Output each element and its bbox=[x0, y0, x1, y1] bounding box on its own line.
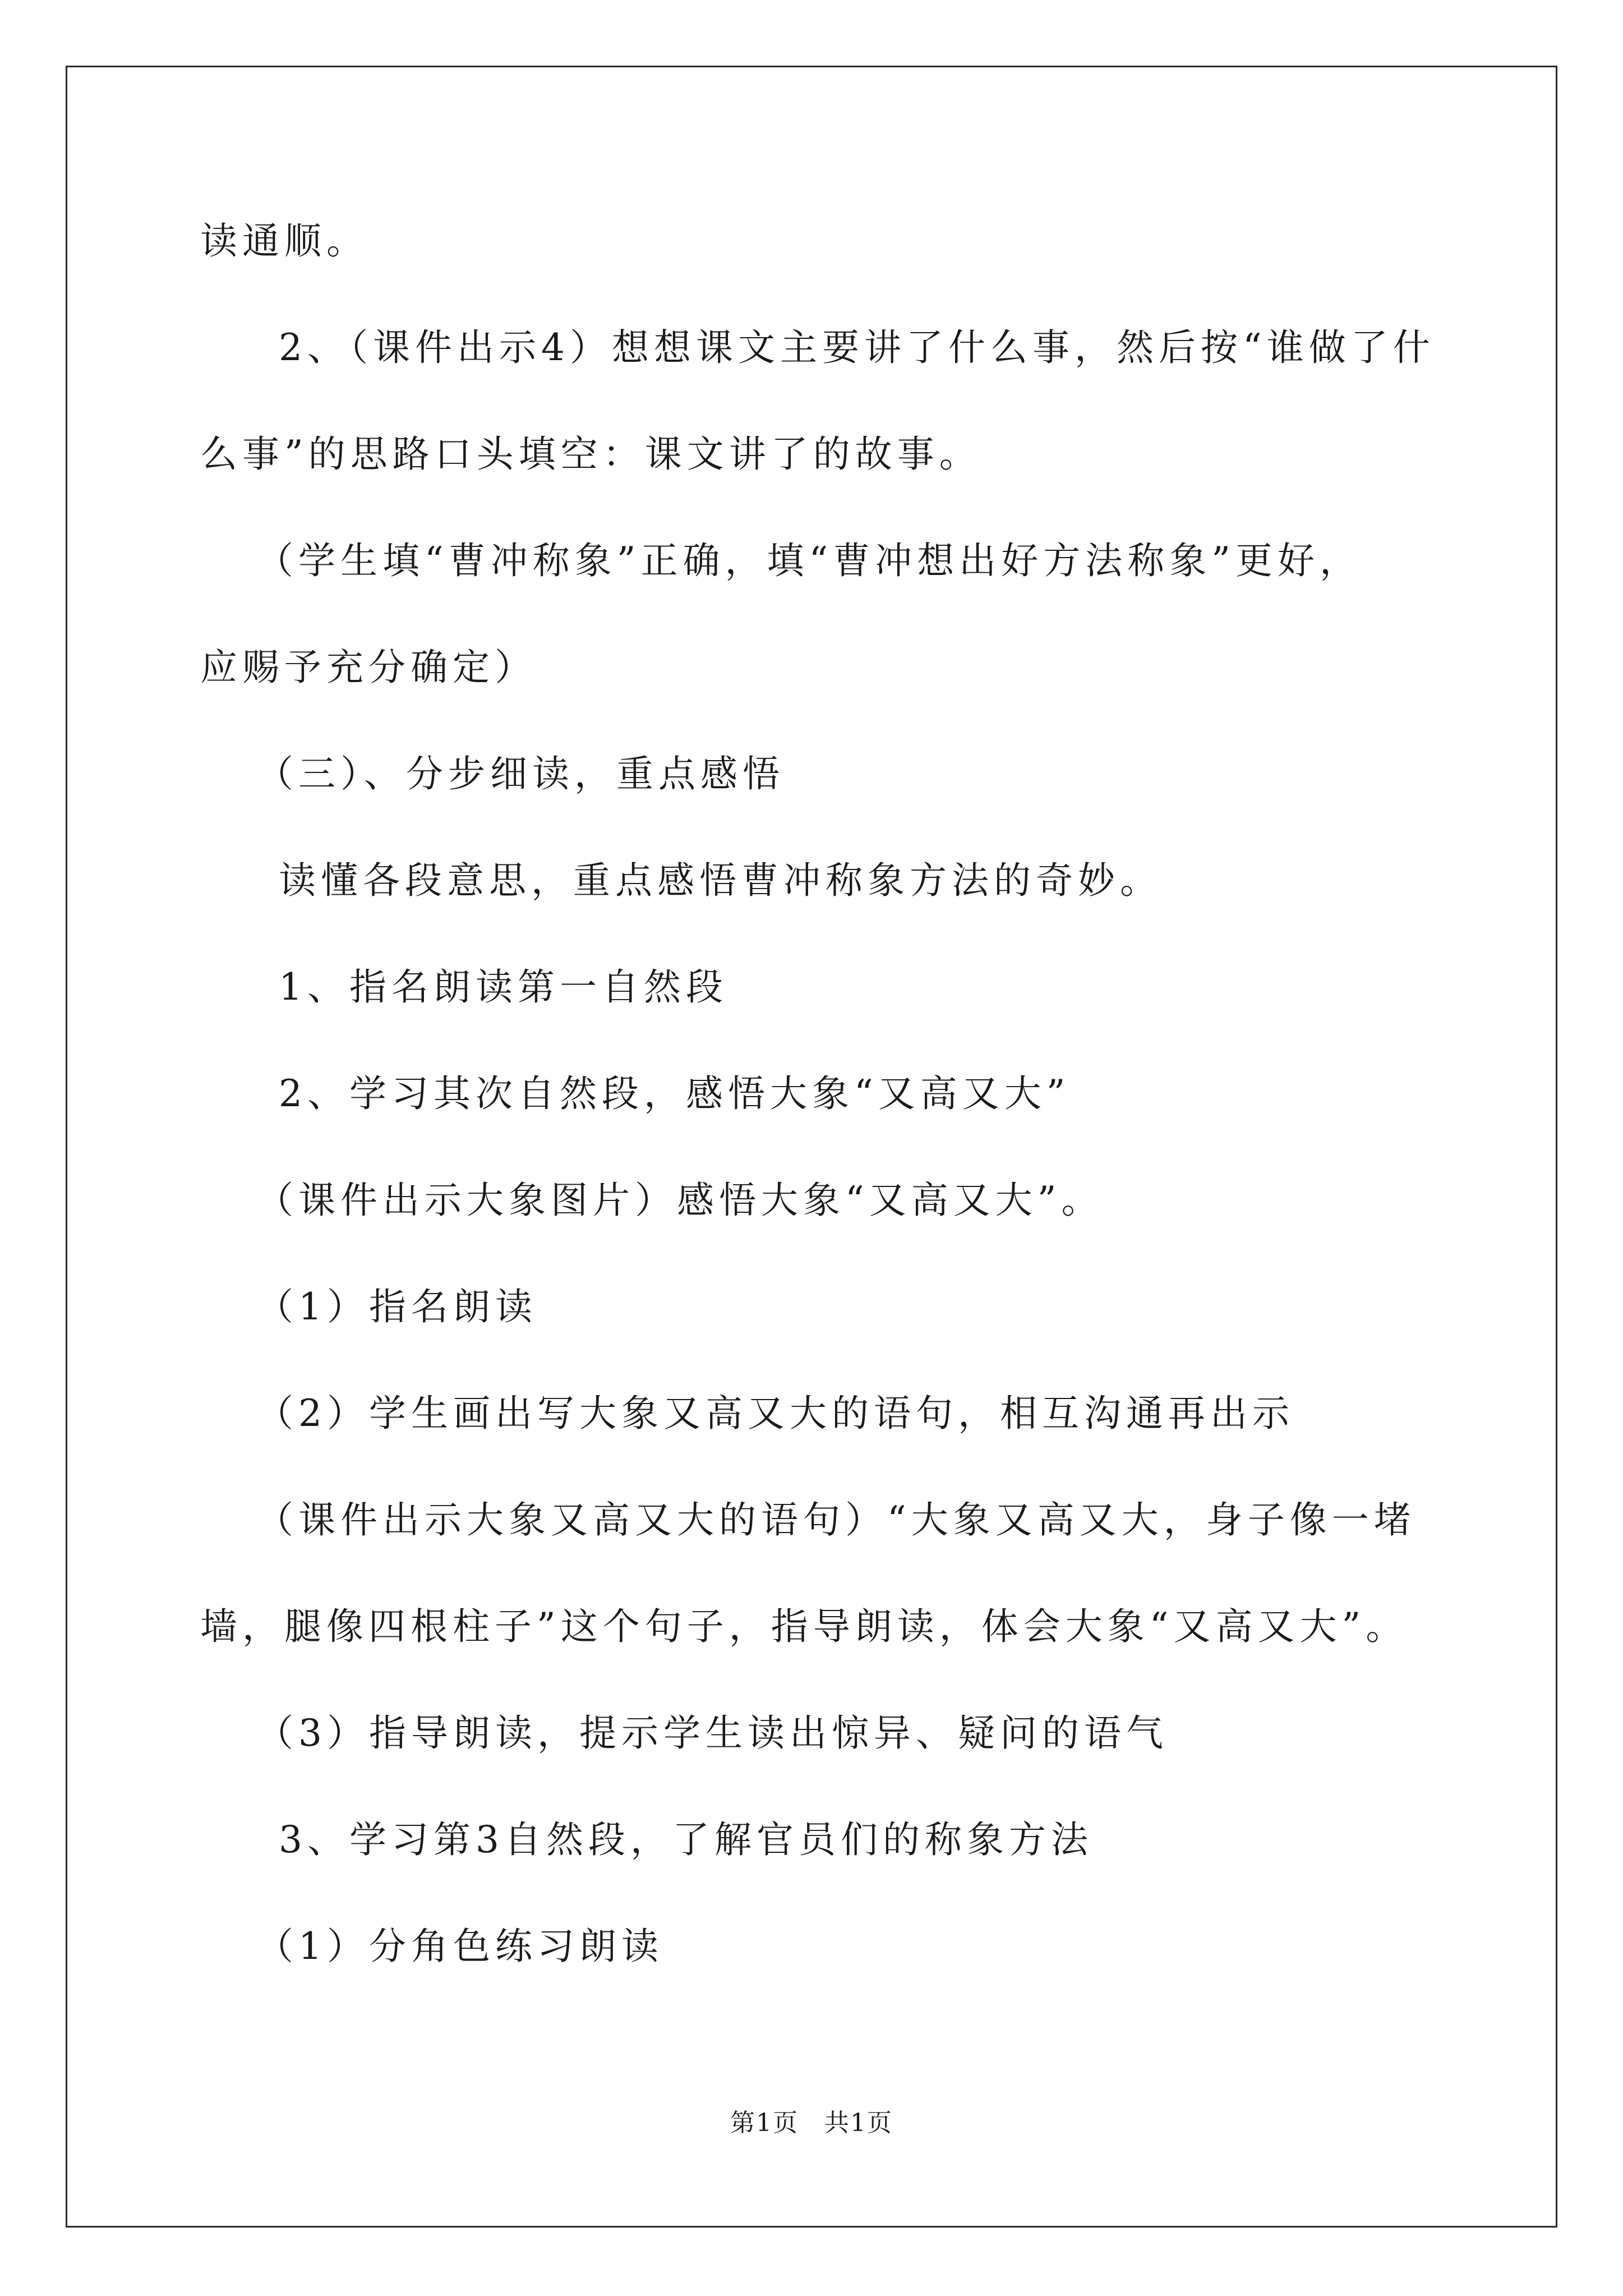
paragraph-line: 读通顺。 bbox=[200, 219, 368, 263]
paragraph-line: （1）分角色练习朗读 bbox=[256, 1925, 663, 1968]
paragraph-line: 应赐予充分确定） bbox=[200, 646, 537, 689]
page-border bbox=[66, 66, 1557, 2228]
paragraph-line: （2）学生画出写大象又高又大的语句，相互沟通再出示 bbox=[256, 1392, 1294, 1435]
paragraph-line: 么事”的思路口头填空：课文讲了的故事。 bbox=[200, 432, 981, 476]
paragraph-line: （课件出示大象又高又大的语句）“大象又高又大，身子像一堵 bbox=[256, 1498, 1416, 1542]
paragraph-line: 2、（课件出示4）想想课文主要讲了什么事，然后按“谁做了什 bbox=[279, 326, 1435, 369]
paragraph-line: 读懂各段意思，重点感悟曹冲称象方法的奇妙。 bbox=[279, 859, 1162, 902]
page-footer: 第1页 共1页 bbox=[730, 2109, 893, 2137]
section-heading: （三）、分步细读，重点感悟 bbox=[256, 752, 785, 795]
paragraph-line: 1、指名朗读第一自然段 bbox=[279, 965, 728, 1009]
paragraph-line: 3、学习第3自然段，了解官员们的称象方法 bbox=[279, 1818, 1093, 1861]
paragraph-line: （3）指导朗读，提示学生读出惊异、疑问的语气 bbox=[256, 1711, 1168, 1755]
paragraph-line: （课件出示大象图片）感悟大象“又高又大”。 bbox=[256, 1179, 1104, 1222]
paragraph-line: 墙，腿像四根柱子”这个句子，指导朗读，体会大象“又高又大”。 bbox=[200, 1605, 1408, 1648]
paragraph-line: （1）指名朗读 bbox=[256, 1285, 537, 1328]
paragraph-line: （学生填“曹冲称象”正确，填“曹冲想出好方法称象”更好， bbox=[256, 539, 1362, 582]
paragraph-line: 2、学习其次自然段，感悟大象“又高又大” bbox=[279, 1072, 1071, 1115]
